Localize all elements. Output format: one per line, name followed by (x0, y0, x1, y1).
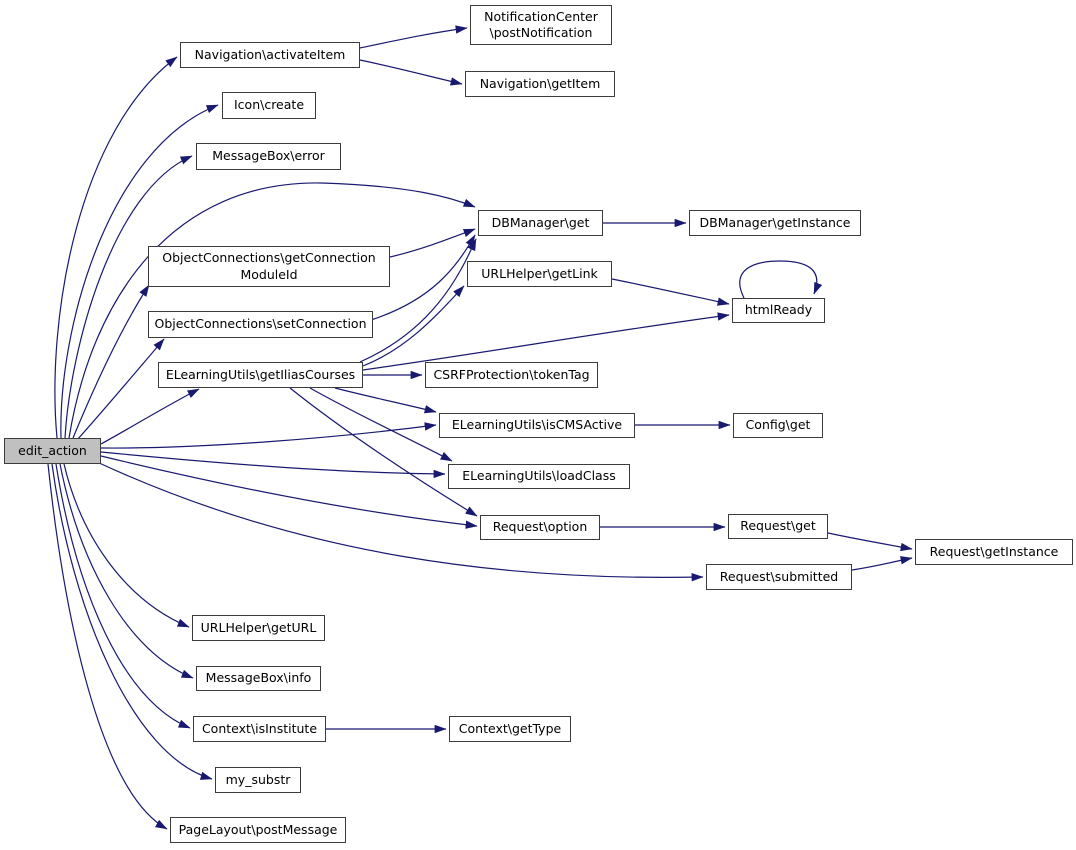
edge-elearningutils-getiliascourses-to-request-option (290, 388, 477, 516)
edge-request-get-to-request-getinstance (828, 533, 912, 549)
node-request-getinstance[interactable]: Request\getInstance (915, 539, 1073, 565)
node-config-get[interactable]: Config\get (733, 413, 823, 438)
edge-urlhelper-getlink-to-htmlready (612, 279, 729, 304)
node-dbmanager-getinstance[interactable]: DBManager\getInstance (689, 210, 861, 236)
node-objectconnections-getconnectionmoduleid[interactable] (148, 246, 390, 287)
edge-edit-action-to-request-option (101, 456, 477, 526)
node-htmlready[interactable]: htmlReady (732, 298, 825, 323)
edge-htmlready-self-loop (740, 261, 817, 298)
node-request-get[interactable]: Request\get (728, 514, 828, 539)
edge-edit-action-to-elearningutils-getiliascourses (101, 389, 199, 444)
node-my-substr[interactable]: my_substr (215, 767, 301, 793)
edge-edit-action-to-messagebox-info (60, 464, 193, 678)
node-pagelayout-postmessage[interactable]: PageLayout\postMessage (170, 817, 346, 843)
edge-edit-action-to-objectconnections-getconnectionmoduleid (73, 285, 149, 438)
edge-request-submitted-to-request-getinstance (852, 558, 912, 570)
node-urlhelper-getlink[interactable]: URLHelper\getLink (467, 261, 612, 287)
edge-elearningutils-getiliascourses-to-urlhelper-getlink (363, 286, 464, 366)
edge-navigation-activateitem-to-notificationcenter-postnotification (360, 28, 467, 48)
edge-elearningutils-getiliascourses-to-elearningutils-iscmsactive (335, 388, 436, 412)
node-label-line: \postNotification (489, 25, 593, 40)
node-elearningutils-getiliascourses[interactable]: ELearningUtils\getIliasCourses (158, 362, 363, 388)
edge-edit-action-to-messagebox-error (65, 156, 192, 438)
node-context-isinstitute[interactable]: Context\isInstitute (193, 716, 326, 742)
node-csrfprotection-tokentag[interactable]: CSRFProtection\tokenTag (425, 362, 598, 388)
node-navigation-getitem[interactable]: Navigation\getItem (465, 71, 615, 97)
node-context-gettype[interactable]: Context\getType (449, 716, 571, 742)
node-notificationcenter-postnotification[interactable] (470, 5, 612, 45)
node-label-line: ObjectConnections\getConnection (162, 250, 376, 266)
node-edit-action[interactable]: edit_action (4, 438, 101, 464)
edge-objectconnections-getconnectionmoduleid-to-dbmanager-get (390, 229, 475, 257)
node-messagebox-info[interactable]: MessageBox\info (196, 666, 321, 691)
node-urlhelper-geturl[interactable]: URLHelper\getURL (192, 615, 325, 641)
node-icon-create[interactable]: Icon\create (222, 92, 316, 119)
node-label-line: NotificationCenter (484, 8, 598, 24)
node-elearningutils-iscmsactive[interactable]: ELearningUtils\isCMSActive (439, 413, 635, 438)
node-navigation-activateitem[interactable]: Navigation\activateItem (180, 42, 360, 68)
node-label-line: ModuleId (240, 266, 298, 282)
edge-edit-action-to-urlhelper-geturl (64, 464, 189, 627)
node-messagebox-error[interactable]: MessageBox\error (196, 143, 341, 170)
node-dbmanager-get[interactable]: DBManager\get (478, 210, 603, 236)
edge-edit-action-to-elearningutils-iscmsactive (101, 425, 436, 448)
edge-edit-action-to-objectconnections-setconnection (77, 339, 164, 440)
node-objectconnections-setconnection[interactable]: ObjectConnections\setConnection (148, 311, 373, 338)
node-request-submitted[interactable]: Request\submitted (706, 564, 852, 590)
edge-edit-action-to-pagelayout-postmessage (48, 464, 167, 829)
node-elearningutils-loadclass[interactable]: ELearningUtils\loadClass (448, 464, 630, 489)
node-request-option[interactable]: Request\option (480, 515, 600, 540)
edge-navigation-activateitem-to-navigation-getitem (360, 60, 462, 84)
edge-edit-action-to-my-substr (52, 464, 212, 779)
